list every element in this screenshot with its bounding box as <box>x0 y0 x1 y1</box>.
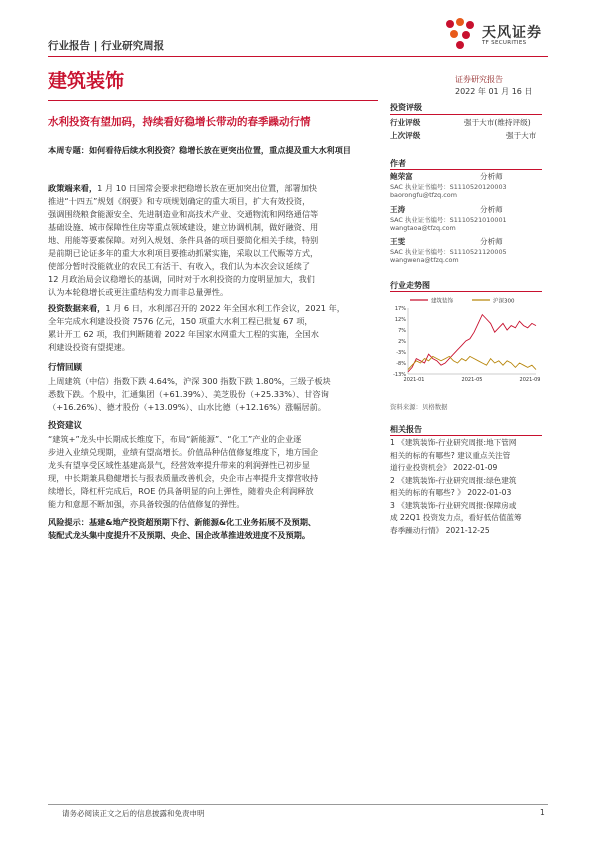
logo-subtitle: TF SECURITIES <box>482 40 527 46</box>
text-line: “建筑+”龙头中长期成长维度下，布局“新能源”、“化工”产业的企业逐 <box>48 434 302 444</box>
investment-paragraph <box>48 302 378 354</box>
author-email[interactable]: baorongfu@tfzq.com <box>390 191 457 199</box>
risk-label: 风险提示： <box>48 517 89 527</box>
text-line: 利建设投资有望提速。 <box>48 342 130 352</box>
review-title: 行情回顾 <box>48 363 83 373</box>
author-name: 王雯 <box>390 237 406 246</box>
rating-divider <box>390 114 542 115</box>
series-line <box>408 356 536 369</box>
chart-title: 行业走势图 <box>390 281 430 290</box>
author-role: 分析师 <box>480 172 503 181</box>
related-title: 相关报告 <box>390 425 422 434</box>
y-tick-label: -8% <box>396 361 406 367</box>
text-line: 龙头有望享受区域性基建高景气，经营效率提升带来的利润弹性已初步显 <box>48 460 311 470</box>
author-cert: SAC 执业证书编号：S1110521010001 <box>390 216 507 224</box>
topic-text: 如何看待后续水利投资？稳增长放在更突出位置，重点提及重大水利项目 <box>88 145 351 155</box>
report-date: 2022 年 01 月 16 日 <box>455 87 533 96</box>
footer-disclaimer: 请务必阅读正文之后的信息披露和免责申明 <box>62 809 205 818</box>
author-name: 鲍荣富 <box>390 172 413 181</box>
legend-label: 建筑装饰 <box>431 298 454 305</box>
author-email[interactable]: wangwena@tfzq.com <box>390 256 459 264</box>
chart-source: 资料来源：贝格数据 <box>390 403 448 411</box>
authors-title: 作者 <box>390 159 406 168</box>
previous-rating-value: 强于大市 <box>506 131 537 140</box>
author-card <box>390 236 542 264</box>
text-line: 全年完成水利建设投资 7576 亿元，150 项重大水利工程已批复 67 项， <box>48 316 313 326</box>
x-tick-label: 2021-01 <box>403 377 425 383</box>
industry-rating-value: 强于大市(维持评级) <box>464 118 531 127</box>
text-line: 上周建筑（中信）指数下跌 4.64%，沪深 300 指数下跌 1.80%，三级子板块 <box>48 376 331 386</box>
policy-paragraph <box>48 182 378 299</box>
text-line: 能力和意愿不断加强，亦具备较强的估值修复的弹性。 <box>48 499 245 509</box>
text-line: 地、用能等要素保障。对列入规划、条件具备的项目要简化相关手续，特别 <box>48 235 319 245</box>
policy-label: 政策端来看， <box>48 183 98 193</box>
text-line: 相关的标的有哪些? 建议重点关注管 <box>390 450 511 460</box>
text-line: 强调围绕粮食能源安全、先进制造业和高技术产业、交通物流和网络通信等 <box>48 209 319 219</box>
chart-divider <box>390 291 542 292</box>
logo-name: 天风证券 <box>482 25 542 41</box>
author-name: 王涛 <box>390 205 406 214</box>
text-line: 累计开工 62 项，我们判断随着 2022 年国家水网重大工程的实施，全国水 <box>48 329 319 339</box>
risk-section <box>48 516 378 542</box>
trend-chart <box>390 294 540 384</box>
author-card <box>390 171 542 199</box>
previous-rating-label: 上次评级 <box>390 131 421 140</box>
topic-block <box>48 144 378 157</box>
y-tick-label: 2% <box>398 339 406 345</box>
author-email[interactable]: wangtaoa@tfzq.com <box>390 224 456 232</box>
text-line: 装配式龙头集中度提升不及预期、央企、国企改革推进效进度不及预期。 <box>48 530 311 540</box>
y-tick-label: 17% <box>394 306 406 312</box>
related-report-item[interactable] <box>390 475 545 500</box>
text-line: 现，中长期兼具稳健增长与报表质量改善机会，央企市占率提升支撑营收持 <box>48 473 319 483</box>
topic-label: 本周专题： <box>48 145 89 155</box>
footer-divider <box>48 804 548 805</box>
rating-title: 投资评级 <box>390 103 422 112</box>
text-line: 悉数下跌。个股中，汇通集团（+61.39%）、美芝股份（+25.33%）、甘咨询 <box>48 389 329 399</box>
y-tick-label: -3% <box>396 350 406 356</box>
logo-icon <box>440 16 480 52</box>
author-cert: SAC 执业证书编号：S1110521120005 <box>390 248 507 256</box>
text-line: 3 《建筑装饰-行业研究周报:保障房或 <box>390 500 517 510</box>
text-line: 基础设施、城市保障性住房等重点领域建设，建立协调机制，做好融资、用 <box>48 222 319 232</box>
header-divider <box>48 56 548 57</box>
industry-rating-label: 行业评级 <box>390 118 421 127</box>
related-divider <box>390 435 542 436</box>
text-line: 推进“十四五”规划《纲要》和专项规划确定的重大项目，扩大有效投资， <box>48 196 311 206</box>
text-line: （+16.26%）、德才股份（+13.09%）、山水比德（+12.16%）涨幅居前。 <box>48 402 326 412</box>
text-line: 相关的标的有哪些? 》 2022-01-03 <box>390 488 512 497</box>
related-report-item[interactable] <box>390 437 545 475</box>
title-divider <box>48 100 378 101</box>
x-tick-label: 2021-09 <box>519 377 540 383</box>
x-tick-label: 2021-05 <box>461 377 483 383</box>
author-role: 分析师 <box>480 237 503 246</box>
report-subtitle: 水利投资有望加码，持续看好稳增长带动的春季躁动行情 <box>48 116 311 128</box>
y-tick-label: -13% <box>393 372 406 378</box>
text-line: 成 22Q1 投资发力点，看好低估值蓝筹 <box>390 513 522 522</box>
related-reports-list <box>390 437 545 537</box>
text-line: 认为本轮稳增长或更注重结构发力而非总量弹性。 <box>48 287 229 297</box>
report-type: 证券研究报告 <box>455 75 503 84</box>
authors-divider <box>390 169 542 170</box>
y-tick-label: 12% <box>394 317 406 323</box>
author-role: 分析师 <box>480 205 503 214</box>
related-report-item[interactable] <box>390 500 545 538</box>
text-line: 基建&地产投资超预期下行、新能源&化工业务拓展不及预期、 <box>88 517 317 527</box>
page-number: 1 <box>540 808 545 817</box>
review-section <box>48 362 378 414</box>
author-card <box>390 204 542 232</box>
report-category: 行业报告 | 行业研究周报 <box>48 40 165 52</box>
text-line: 道行业投资机会》 2022-01-09 <box>390 463 498 472</box>
text-line: 2 《建筑装饰-行业研究周报:绿色建筑 <box>390 475 517 485</box>
text-line: 春季躁动行情》 2021-12-25 <box>390 525 490 535</box>
text-line: 是前期已论证多年的重大水利项目要推动抓紧实施，采取以工代赈等方式， <box>48 248 319 258</box>
text-line: 1 《建筑装饰-行业研究周报:地下管网 <box>390 438 517 447</box>
y-tick-label: 7% <box>398 328 406 334</box>
text-line: 12 月政治局会议稳增长的基调，同时对于水利投资的力度明显加大，我们 <box>48 274 315 284</box>
advice-section <box>48 420 378 511</box>
series-line <box>408 315 536 372</box>
page-title: 建筑装饰 <box>48 70 125 92</box>
text-line: 使部分暂时没能就业的农民工有活干、有收入，我们认为本次会议延续了 <box>48 261 311 271</box>
text-line: 步进入业绩兑现期，业绩有望高增长。价值品种估值修复维度下，地方国企 <box>48 447 319 457</box>
text-line: 1 月 10 日国常会要求把稳增长放在更加突出位置，部署加快 <box>97 183 318 193</box>
text-line: 1 月 6 日，水利部召开的 2022 年全国水利工作会议，2021 年， <box>105 303 345 313</box>
text-line: 续增长，降杠杆完成后，ROE 仍具备明显的向上弹性，随着央企利润释放 <box>48 486 314 496</box>
advice-title: 投资建议 <box>48 421 83 431</box>
author-cert: SAC 执业证书编号：S1110520120003 <box>390 183 507 191</box>
legend-label: 沪深300 <box>493 298 515 305</box>
investment-label: 投资数据来看， <box>48 303 106 313</box>
